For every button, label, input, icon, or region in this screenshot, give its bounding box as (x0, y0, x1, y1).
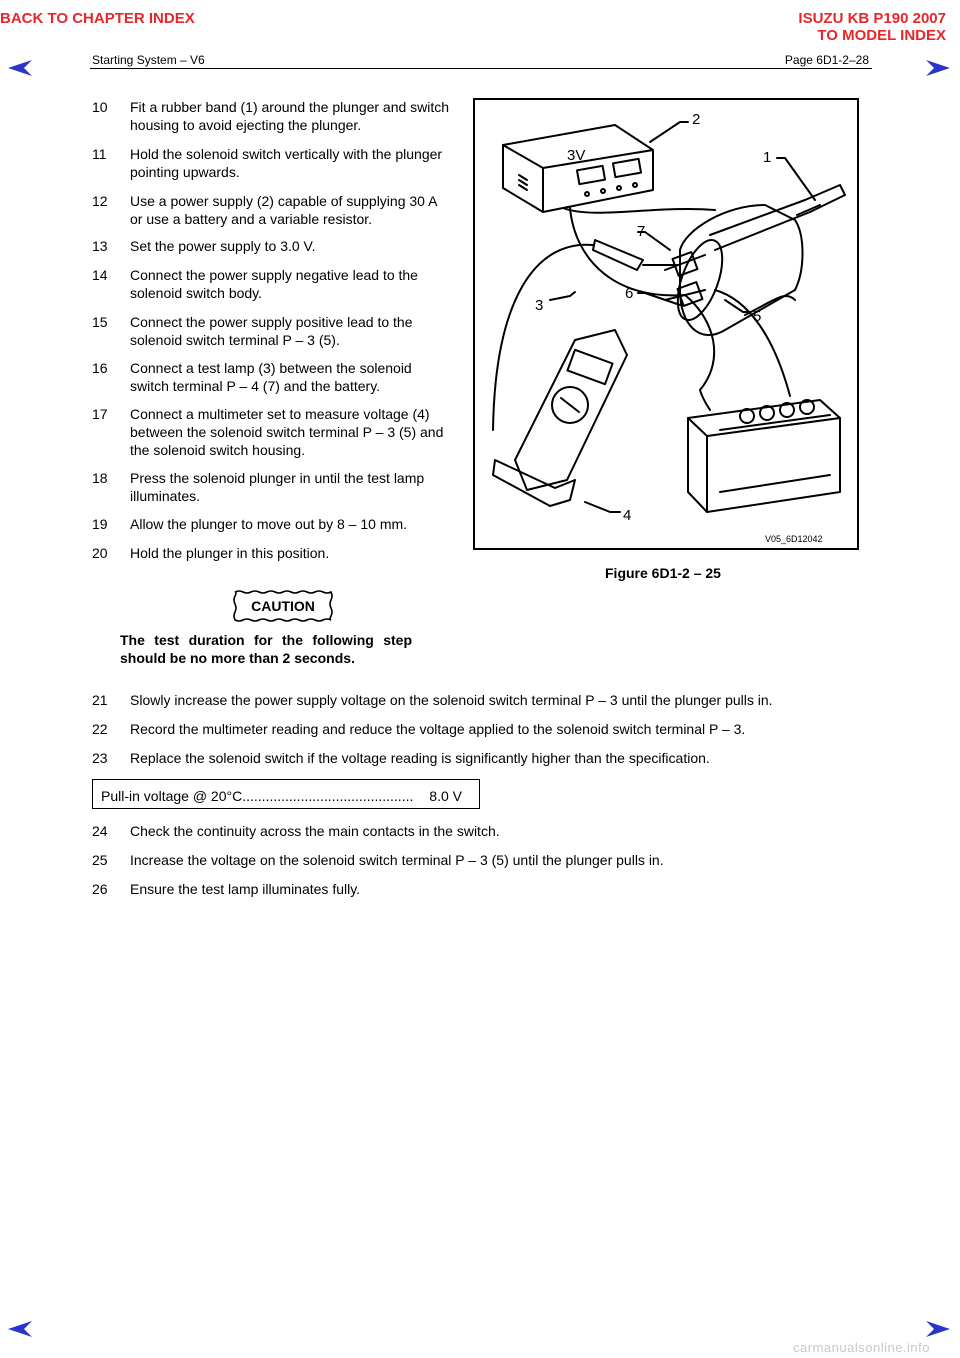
step-text: Connect a test lamp (3) between the solenoid switch terminal P – 4 (7) and the battery. (130, 360, 412, 394)
step-number: 13 (92, 238, 108, 254)
step-number: 19 (92, 516, 108, 532)
caution-badge (229, 590, 337, 622)
step-text: Connect the power supply positive lead to the solenoid switch terminal P – 3 (5). (130, 314, 413, 348)
site-watermark: carmanualsonline.info (793, 1340, 930, 1355)
step-number: 15 (92, 314, 108, 330)
step-number: 14 (92, 267, 108, 283)
step-text: Connect a multimeter set to measure voltage (4) between the solenoid switch terminal P – 3 (5) and the solenoid switch housing. (130, 406, 444, 458)
step-text: Connect the power supply negative lead to the solenoid switch body. (130, 267, 418, 301)
step-number: 24 (92, 823, 108, 839)
power-supply-unit (503, 125, 653, 212)
step-text: Use a power supply (2) capable of supplying 30 A or use a battery and a variable resistor. (130, 193, 437, 227)
caution-text: The test duration for the following step should be no more than 2 seconds. (120, 632, 412, 666)
arrow-right-icon[interactable] (925, 1320, 951, 1338)
step-number: 18 (92, 470, 108, 486)
step-number: 11 (92, 146, 107, 162)
step-number: 25 (92, 852, 108, 868)
step-text: Record the multimeter reading and reduce the voltage applied to the solenoid switch terminal P – 3. (130, 721, 746, 737)
step-number: 17 (92, 406, 108, 422)
step-text: Replace the solenoid switch if the voltage reading is significantly higher than the specification. (130, 750, 710, 766)
back-to-chapter-index-link[interactable]: BACK TO CHAPTER INDEX (0, 10, 195, 27)
figure-code: V05_6D12042 (765, 534, 823, 544)
step-text: Hold the solenoid switch vertically with the plunger pointing upwards. (130, 146, 443, 180)
model-index-block (798, 10, 946, 44)
step-number: 21 (92, 692, 108, 708)
specification-box (92, 779, 480, 809)
step-number: 22 (92, 721, 108, 737)
step-text: Press the solenoid plunger in until the test lamp illuminates. (130, 470, 425, 504)
step-number: 23 (92, 750, 108, 766)
multimeter (515, 330, 627, 490)
step-text: Set the power supply to 3.0 V. (130, 238, 316, 254)
callout-4: 4 (623, 507, 632, 524)
callout-2: 2 (692, 111, 701, 128)
step-text: Slowly increase the power supply voltage on the solenoid switch terminal P – 3 until the plunger pulls in. (130, 692, 773, 708)
callout-7: 7 (637, 223, 646, 240)
step-number: 20 (92, 545, 108, 561)
spec-label: Pull-in voltage @ 20°C (101, 788, 243, 804)
arrow-left-icon[interactable] (7, 59, 33, 77)
solenoid-test-figure (473, 98, 859, 550)
step-text: Fit a rubber band (1) around the plunger and switch housing to avoid ejecting the plunger. (130, 99, 450, 133)
step-text: Hold the plunger in this position. (130, 545, 330, 561)
callout-5: 5 (753, 308, 762, 325)
to-model-index-link[interactable]: TO MODEL INDEX (817, 27, 946, 44)
solenoid-test-illustration (475, 100, 857, 548)
page-number: Page 6D1-2–28 (784, 53, 869, 67)
figure-caption: Figure 6D1-2 – 25 (605, 565, 721, 581)
spec-leader-dots: ............................................ (242, 788, 414, 804)
arrow-left-icon[interactable] (7, 1320, 33, 1338)
step-text: Check the continuity across the main contacts in the switch. (130, 823, 500, 839)
step-number: 26 (92, 881, 108, 897)
header-divider (90, 68, 872, 69)
power-supply-label: 3V (567, 147, 586, 164)
model-name-link[interactable]: ISUZU KB P190 2007 (798, 10, 946, 27)
caution-label: CAUTION (251, 598, 315, 614)
step-text: Ensure the test lamp illuminates fully. (130, 881, 361, 897)
callout-3: 3 (535, 297, 544, 314)
step-number: 12 (92, 193, 108, 209)
section-title: Starting System – V6 (92, 53, 205, 67)
step-number: 16 (92, 360, 108, 376)
spec-value: 8.0 V (429, 788, 462, 804)
step-text: Allow the plunger to move out by 8 – 10 mm. (130, 516, 408, 532)
callout-1: 1 (763, 149, 772, 166)
test-lamp (593, 240, 643, 270)
callout-6: 6 (625, 285, 634, 302)
arrow-right-icon[interactable] (925, 59, 951, 77)
step-number: 10 (92, 99, 108, 115)
step-text: Increase the voltage on the solenoid switch terminal P – 3 (5) until the plunger pulls in. (130, 852, 664, 868)
